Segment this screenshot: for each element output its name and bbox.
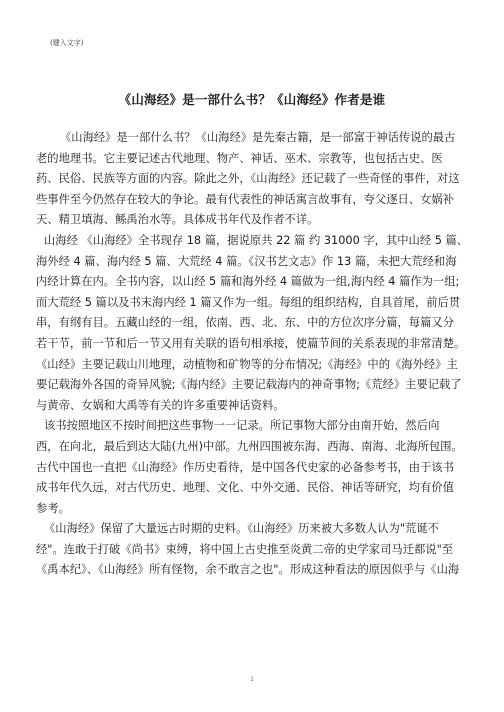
text-line: 要记载海外各国的奇异风貌;《海内经》主要记载海内的神奇事物;《荒经》主要记载了 <box>36 378 462 392</box>
text-line: 串，有纲有目。五藏山经的一组，依南、西、北、东、中的方位次序分篇，每篇又分 <box>36 316 454 330</box>
text-line: 天、精卫填海、鲧禹治水等。具体成书年代及作者不详。 <box>36 213 319 227</box>
text-line: 《山海经》是一部什么书？《山海经》是先秦古籍，是一部富于神话传说的最古 <box>60 131 456 144</box>
header-placeholder: (键入文字) <box>50 39 84 47</box>
text-line: 《山经》主要记载山川地理，动植物和矿物等的分布情况;《海经》中的《海外经》主 <box>36 357 458 371</box>
text-line: 而大荒经 5 篇以及书末海内经 1 篇又作为一组。每组的组织结构，自具首尾，前后贯 <box>36 295 461 309</box>
text-line: 西，在向北，最后到达大陆(九州)中部。九州四围被东海、西海、南海、北海所包围。 <box>36 439 463 453</box>
document-title: 《山海经》是一部什么书？《山海经》作者是谁 <box>118 92 386 107</box>
text-line: 海外经 4 篇、海内经 5 篇、大荒经 4 篇。《汉书艺文志》作 13 篇，未把大荒经和海 <box>36 254 457 268</box>
text-line: 古代中国也一直把《山海经》作历史看待，是中国各代史家的必备参考书，由于该书 <box>36 460 454 474</box>
article-body <box>36 128 468 581</box>
text-line: 些事件至今仍然存在较大的争论。最有代表性的神话寓言故事有，夸父逐日、女娲补 <box>36 192 454 206</box>
page-number: 1 <box>250 676 254 683</box>
text-line: 内经计算在内。全书内容，以山经 5 篇和海外经 4 篇做为一组,海内经 4 篇作为一组; <box>36 275 460 289</box>
text-line: 该书按照地区不按时间把这些事物一一记录。所记事物大部分由南开始，然后向 <box>44 419 440 433</box>
text-line: 参考。 <box>36 501 70 515</box>
text-line: 山海经 《山海经》全书现存 18 篇，据说原共 22 篇 约 31000 字，其中山经 5 篇、 <box>44 233 469 247</box>
text-line: 老的地理书。它主要记述古代地理、物产、神话、巫术、宗教等，也包括古史、医 <box>36 151 443 165</box>
text-line: 与黄帝、女娲和大禹等有关的许多重要神话资料。 <box>36 398 285 412</box>
text-line: 药、民俗、民族等方面的内容。除此之外，《山海经》还记载了一些奇怪的事件，对这 <box>36 172 460 186</box>
text-line: 《禹本纪》、《山海经》所有怪物，余不敢言之也"。形成这种看法的原因似乎与《山海 <box>36 563 460 577</box>
text-line: 成书年代久远，对古代历史、地理、文化、中外交通、民俗、神话等研究，均有价值 <box>36 481 454 495</box>
text-line: 经"。连敢于打破《尚书》束缚，将中国上古史推至炎黄二帝的史学家司马迁都说"至 <box>36 542 454 556</box>
text-line: 《山海经》保留了大量远古时期的史料。《山海经》历来被大多数人认为"荒诞不 <box>44 522 439 536</box>
text-line: 若干节，前一节和后一节又用有关联的语句相承接，使篇节间的关系表现的非常清楚。 <box>36 336 466 350</box>
